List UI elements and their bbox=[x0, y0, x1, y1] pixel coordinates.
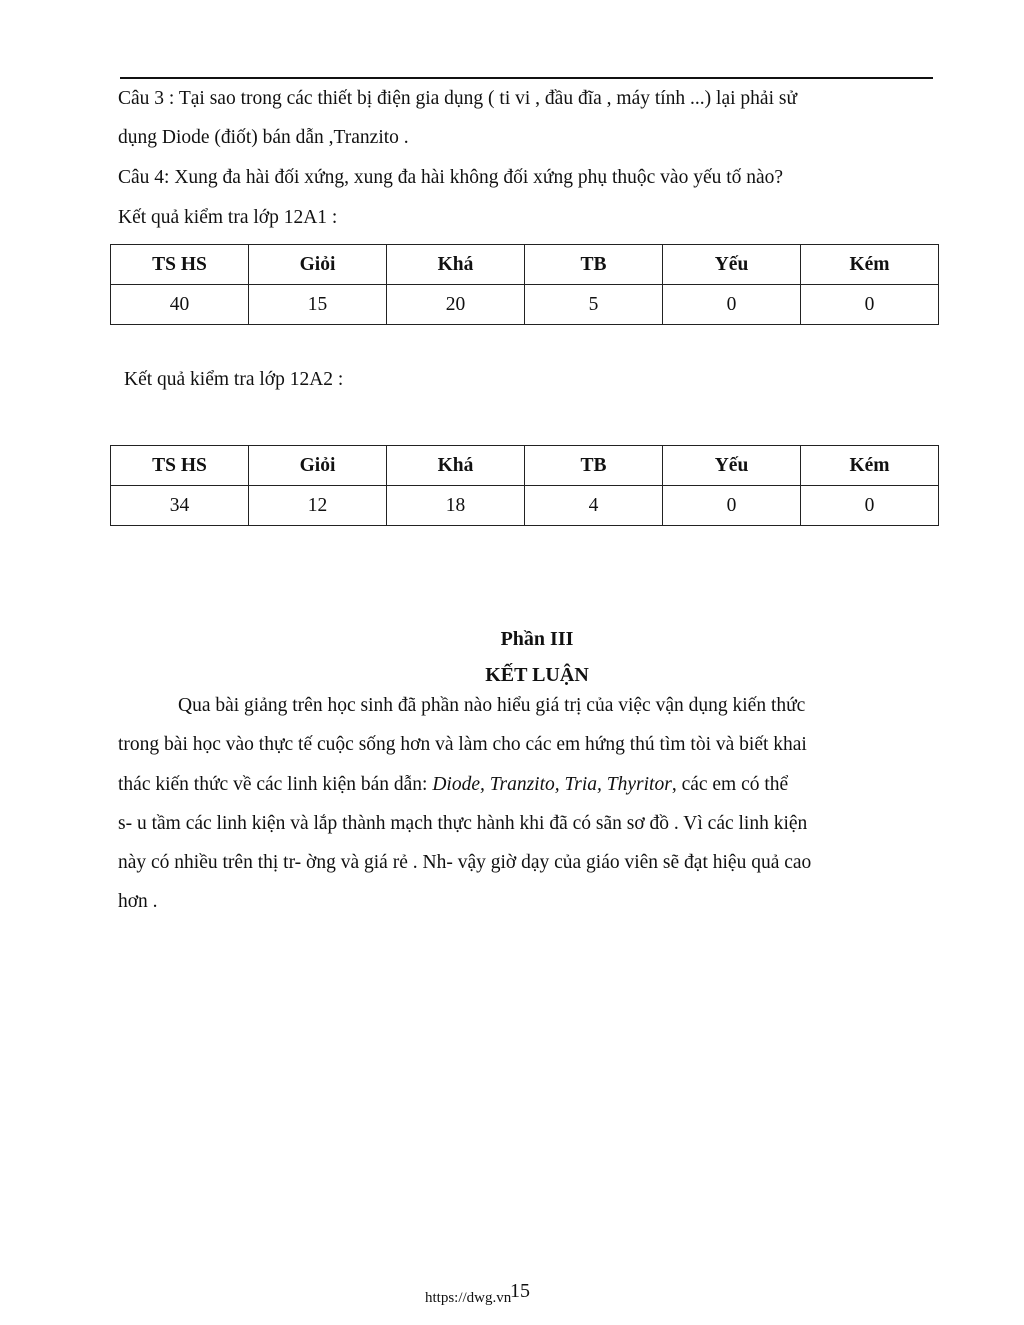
value-cell: 40 bbox=[111, 285, 249, 325]
header-cell: Khá bbox=[387, 446, 525, 486]
caption-12a1: Kết quả kiểm tra lớp 12A1 : bbox=[118, 207, 338, 228]
value-cell: 34 bbox=[111, 486, 249, 526]
conclusion-line: s- u tầm các linh kiện và lắp thành mạch thực hành khi đã có sãn sơ đồ . Vì các linh kiện bbox=[118, 812, 808, 834]
header-cell: TB bbox=[525, 446, 663, 486]
caption-12a2: Kết quả kiểm tra lớp 12A2 : bbox=[124, 369, 344, 390]
conclusion-text: Qua bài giảng trên học sinh đã phần nào hiểu giá trị của việc vận dụng kiến thức bbox=[178, 695, 806, 716]
question-4: Câu 4: Xung đa hài đối xứng, xung đa hài không đối xứng phụ thuộc vào yếu tố nào? bbox=[118, 167, 784, 188]
header-cell: Yếu bbox=[663, 245, 801, 285]
results-table-12a2 bbox=[110, 445, 939, 526]
value-cell: 0 bbox=[801, 486, 939, 526]
table-header-row bbox=[111, 446, 939, 486]
header-cell: TB bbox=[525, 245, 663, 285]
conclusion-text: thác kiến thức về các linh kiện bán dẫn: bbox=[118, 773, 433, 795]
top-rule bbox=[120, 77, 933, 79]
conclusion-paragraph bbox=[118, 686, 954, 922]
header-cell: Giỏi bbox=[249, 446, 387, 486]
header-cell: TS HS bbox=[111, 245, 249, 285]
page-number: 15 bbox=[510, 1280, 530, 1302]
table-header-row bbox=[111, 245, 939, 285]
section-part-heading: Phần III bbox=[500, 628, 574, 650]
value-cell: 12 bbox=[249, 486, 387, 526]
question-3-line-2: dụng Diode (điốt) bán dẫn ,Tranzito . bbox=[118, 127, 409, 148]
header-cell: Giỏi bbox=[249, 245, 387, 285]
component-list: Diode, Tranzito, Tria, Thyritor bbox=[432, 773, 672, 795]
header-cell: Yếu bbox=[663, 446, 801, 486]
value-cell: 5 bbox=[525, 285, 663, 325]
value-cell: 0 bbox=[663, 486, 801, 526]
value-cell: 0 bbox=[801, 285, 939, 325]
conclusion-line bbox=[118, 686, 954, 725]
section-title: KẾT LUẬN bbox=[485, 664, 589, 686]
conclusion-line: hơn . bbox=[118, 891, 158, 913]
table-row bbox=[111, 285, 939, 325]
value-cell: 4 bbox=[525, 486, 663, 526]
value-cell: 18 bbox=[387, 486, 525, 526]
conclusion-line: trong bài học vào thực tế cuộc sống hơn và làm cho các em hứng thú tìm tòi và biết khai bbox=[118, 734, 807, 756]
table-row bbox=[111, 486, 939, 526]
conclusion-line bbox=[118, 765, 954, 804]
results-table-12a1 bbox=[110, 244, 939, 325]
conclusion-line: này có nhiều trên thị tr- ờng và giá rẻ . Nh- vậy giờ dạy của giáo viên sẽ đạt hiệu quả cao bbox=[118, 852, 812, 874]
header-cell: Kém bbox=[801, 446, 939, 486]
value-cell: 0 bbox=[663, 285, 801, 325]
value-cell: 20 bbox=[387, 285, 525, 325]
conclusion-text: , các em có thể bbox=[671, 773, 789, 795]
header-cell: Kém bbox=[801, 245, 939, 285]
header-cell: Khá bbox=[387, 245, 525, 285]
value-cell: 15 bbox=[249, 285, 387, 325]
header-cell: TS HS bbox=[111, 446, 249, 486]
question-3-line-1: Câu 3 : Tại sao trong các thiết bị điện gia dụng ( ti vi , đầu đĩa , máy tính ...) lại phải sử bbox=[118, 88, 798, 109]
footer-url: https://dwg.vn bbox=[425, 1290, 512, 1306]
